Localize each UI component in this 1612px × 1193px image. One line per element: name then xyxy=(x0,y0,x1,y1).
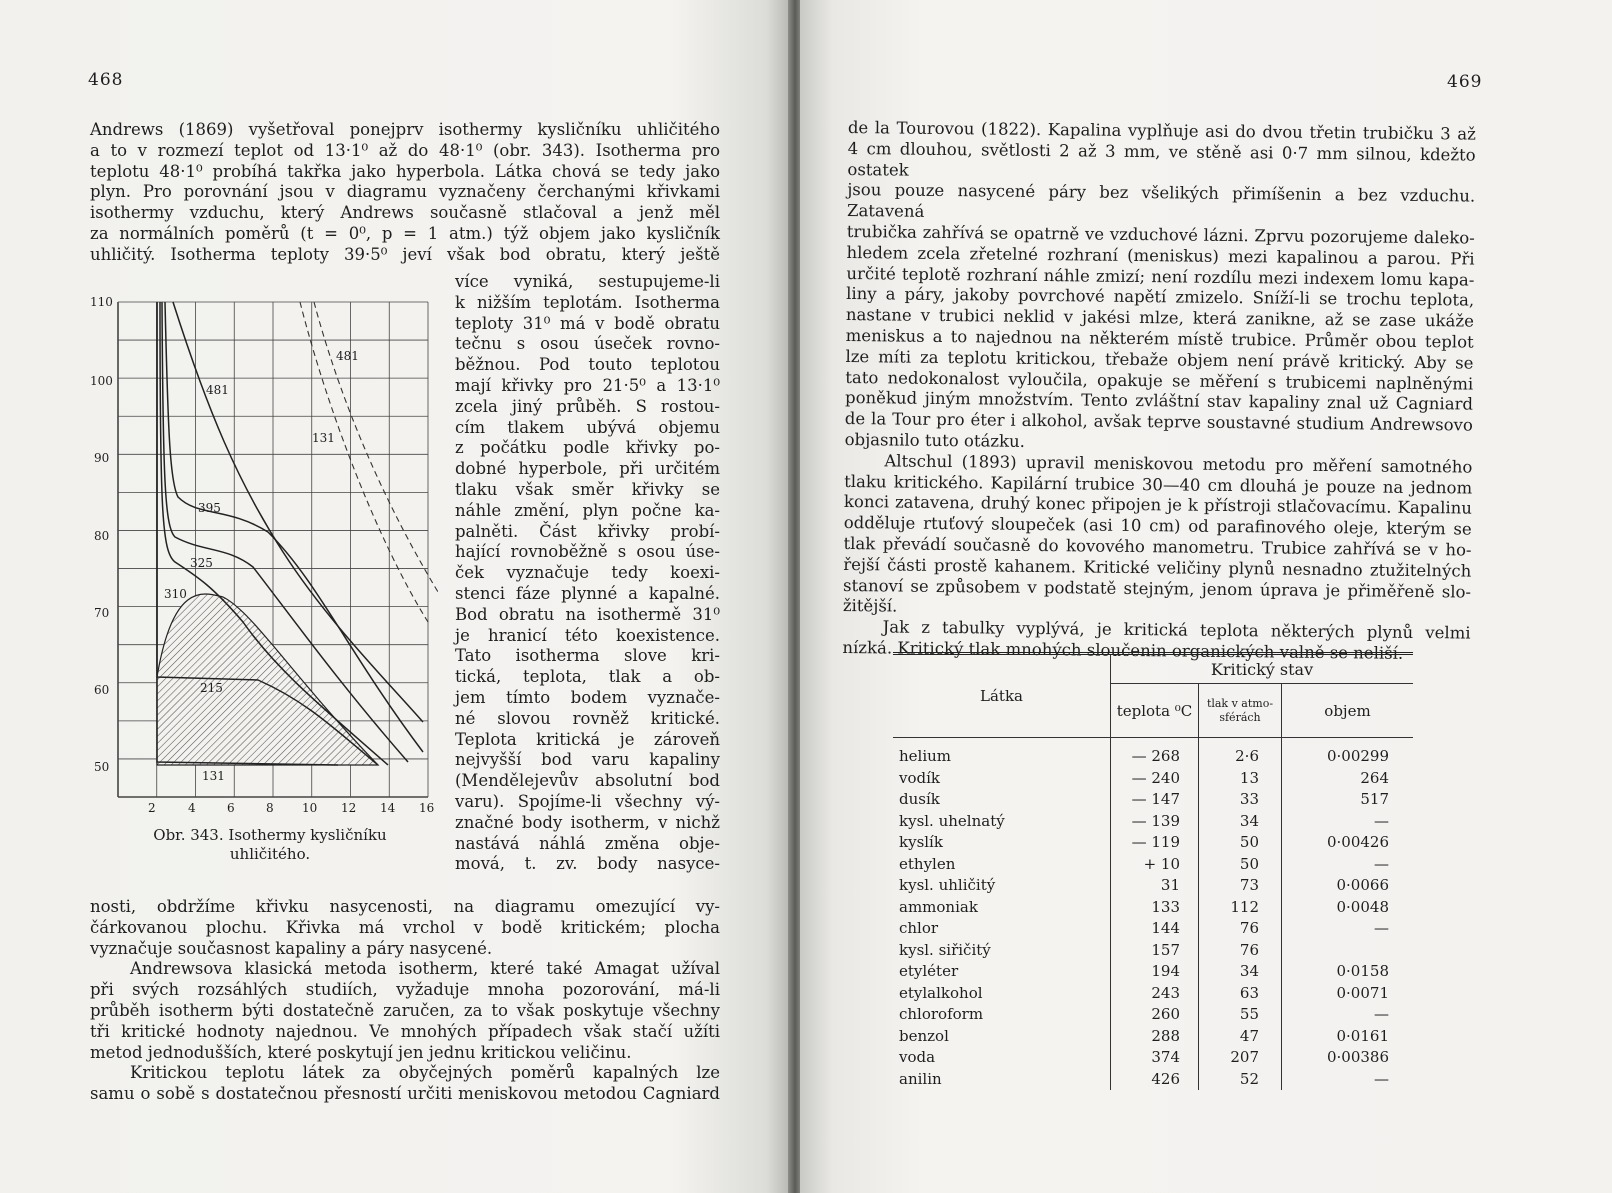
page-number-right: 469 xyxy=(1447,72,1483,92)
cell-substance: kysl. siřičitý xyxy=(899,940,991,959)
curve-label-481: 481 xyxy=(206,383,229,397)
text-line: Teplota kritická je zároveň xyxy=(455,729,720,749)
curve-label-310: 310 xyxy=(164,587,187,601)
text-line: náhle změní, plyn počne ka- xyxy=(455,500,720,520)
cell-substance: chlor xyxy=(899,919,939,937)
cell-temperature: 133 xyxy=(1111,897,1199,919)
cell-pressure: 63 xyxy=(1199,983,1282,1005)
cell-substance: dusík xyxy=(899,790,940,808)
x-tick-10: 10 xyxy=(302,801,318,815)
table-row xyxy=(893,940,1413,962)
cell-substance: anilin xyxy=(899,1069,942,1088)
cell-substance: kysl. uhelnatý xyxy=(899,811,1005,830)
cell-temperature: 260 xyxy=(1111,1004,1199,1026)
y-tick-80: 80 xyxy=(94,529,110,543)
text-line: poněkud jiným množstvím. Tento zvláštní stav kapaliny znal už Cagniard xyxy=(844,388,1474,414)
cell-substance: ethylen xyxy=(899,854,956,873)
table-row xyxy=(893,768,1413,790)
table-row xyxy=(893,961,1413,983)
cell-pressure: 112 xyxy=(1199,897,1282,919)
cell-pressure: 52 xyxy=(1199,1069,1282,1091)
text-line: metod jednodušších, které poskytují jen jednu kritickou veličinu. xyxy=(90,1042,632,1062)
cell-substance: etylalkohol xyxy=(899,983,983,1002)
text-line: řejší části prostě kahanem. Kritické veličiny plynů nesnadno ztužitelných xyxy=(843,554,1472,581)
table-row xyxy=(893,811,1413,833)
cell-temperature: 144 xyxy=(1111,918,1199,940)
table-row xyxy=(893,738,1413,768)
text-line: za normálních poměrů (t = 0⁰, p = 1 atm.) týž objem jako kysličník xyxy=(90,223,720,243)
air-isotherms xyxy=(300,302,438,622)
cell-volume: — xyxy=(1282,1004,1414,1026)
x-tick-8: 8 xyxy=(266,801,274,815)
cell-pressure: 55 xyxy=(1199,1004,1282,1026)
cell-temperature: 374 xyxy=(1111,1047,1199,1069)
cell-substance: kyslík xyxy=(899,833,943,851)
table-row xyxy=(893,1026,1413,1048)
text-line: isothermy vzduchu, který Andrews současně stlačoval a jenž měl xyxy=(90,203,720,223)
cell-substance: kysl. uhličitý xyxy=(899,876,996,894)
text-line: 4 cm dlouhou, světlosti 2 až 3 mm, ve stěně asi 0·7 mm silnou, kdežto ostatek xyxy=(847,138,1476,180)
curve-label-325: 325 xyxy=(190,556,213,570)
air-isotherm-131 xyxy=(314,302,438,592)
table-row xyxy=(893,1047,1413,1069)
cell-volume: — xyxy=(1282,854,1414,876)
table-row xyxy=(893,789,1413,811)
text-line: ček vyznačuje tedy koexi- xyxy=(455,563,720,583)
text-line: průběh isotherm býti dostatečně zaručen, za to však poskytuje všechny xyxy=(90,1000,720,1020)
text-line: tlaku kritického. Kapilární trubice 30—40 cm dlouhá je pouze na jednom xyxy=(844,471,1473,498)
text-line: samu o sobě s dostatečnou přesností určiti meniskovou metodou Cagniard xyxy=(90,1084,720,1104)
cell-volume: 0·0071 xyxy=(1282,983,1414,1005)
col-header-temperature: teplota ⁰C xyxy=(1111,684,1199,738)
text-line: k nižším teplotám. Isotherma xyxy=(455,292,720,312)
air-isotherm-481 xyxy=(300,302,428,622)
cell-temperature: 426 xyxy=(1111,1069,1199,1091)
text-line: čárkovanou plochu. Křivka má vrchol v bodě kritickém; plocha xyxy=(90,917,720,937)
cell-pressure: 2·6 xyxy=(1199,738,1282,768)
y-tick-110: 110 xyxy=(90,295,113,309)
text-line: nastane v trubici neklid v jakési mlze, která zanikne, až se zase ukáže xyxy=(845,305,1475,331)
caption-line: uhličitého. xyxy=(229,845,311,863)
text-line: Andrewsova klasická metoda isotherm, které také Amagat užíval xyxy=(130,959,720,979)
text-line: značné body isotherm, v nichž xyxy=(455,812,720,832)
text-line: mová, t. zv. body nasyce- xyxy=(455,854,720,874)
text-line: lze míti za teplotu kritickou, třebaže objem není právě kritický. Aby se xyxy=(845,346,1474,373)
table-row xyxy=(893,983,1413,1005)
table-row xyxy=(893,832,1413,854)
text-line: né slovou rovněž kritické. xyxy=(455,708,720,728)
cell-volume xyxy=(1282,940,1414,962)
cell-substance: etyléter xyxy=(899,962,959,980)
cell-volume: 0·0048 xyxy=(1282,897,1414,919)
curve-label-395: 395 xyxy=(198,501,221,515)
text-line: tečnu s osou úseček rovno- xyxy=(455,334,720,354)
left-top-paragraph xyxy=(90,120,720,266)
text-line: při svých rozsáhlých studiích, vyžaduje mnoha pozorování, má-li xyxy=(90,980,720,1000)
text-line: jem tímto bodem vyznače- xyxy=(455,687,720,707)
text-line: je hranicí této koexistence. xyxy=(455,625,720,645)
text-line: objasnilo tuto otázku. xyxy=(844,429,1026,451)
coexistence-region xyxy=(157,594,378,765)
text-line: běžnou. Pod touto teplotou xyxy=(455,355,720,375)
cell-pressure: 34 xyxy=(1199,961,1282,983)
cell-temperature: — 268 xyxy=(1111,738,1199,768)
cell-pressure: 13 xyxy=(1199,768,1282,790)
text-line: stenci fáze plynné a kapalné. xyxy=(455,583,720,603)
text-line: Bod obratu na isothermě 31⁰ xyxy=(455,604,720,624)
y-tick-100: 100 xyxy=(90,374,113,388)
caption-line: Obr. 343. Isothermy kysličníku xyxy=(153,826,387,844)
x-tick-2: 2 xyxy=(148,801,156,815)
col-header-critical-state: Kritický stav xyxy=(1111,654,1414,684)
x-tick-14: 14 xyxy=(380,801,396,815)
cell-temperature: — 139 xyxy=(1111,811,1199,833)
y-tick-60: 60 xyxy=(94,683,110,697)
table-row xyxy=(893,897,1413,919)
cell-volume: 0·00299 xyxy=(1282,738,1414,768)
cell-pressure: 50 xyxy=(1199,854,1282,876)
isotherm-figure xyxy=(78,292,438,817)
cell-temperature: 31 xyxy=(1111,875,1199,897)
cell-temperature: 157 xyxy=(1111,940,1199,962)
cell-temperature: 243 xyxy=(1111,983,1199,1005)
cell-volume: 0·00426 xyxy=(1282,832,1414,854)
text-line: varu). Spojíme-li všechny vý- xyxy=(455,791,720,811)
text-line: a to v rozmezí teplot od 13·1⁰ až do 48·1⁰ (obr. 343). Isotherma pro xyxy=(90,140,720,160)
curve-label-131: 131 xyxy=(202,769,225,783)
cell-pressure: 76 xyxy=(1199,940,1282,962)
cell-pressure: 207 xyxy=(1199,1047,1282,1069)
cell-volume: 264 xyxy=(1282,768,1414,790)
cell-substance: ammoniak xyxy=(899,897,978,916)
table-row xyxy=(893,875,1413,897)
curve-label-air-481: 481 xyxy=(336,349,359,363)
curve-label-air-131: 131 xyxy=(312,431,335,445)
cell-temperature: 194 xyxy=(1111,961,1199,983)
text-line: určité teplotě rozhraní náhle zmizí; není rozdílu mezi indexem lomu kapa- xyxy=(846,263,1475,290)
text-line: liny a páry, jakoby povrchové napětí zmizelo. Sníží-li se trochu teplota, xyxy=(846,284,1475,310)
text-line: meniskus a to najednou na některém místě trubice. Průměr obou teplot xyxy=(845,325,1474,352)
left-side-column xyxy=(455,272,720,875)
cell-volume: — xyxy=(1282,811,1414,833)
cell-substance: vodík xyxy=(899,768,940,787)
col-header-substance: Látka xyxy=(893,654,1111,738)
cell-temperature: — 147 xyxy=(1111,789,1199,811)
x-tick-6: 6 xyxy=(227,801,235,815)
text-line: konci zatavena, druhý konec připojen je k přístroji stlačovacímu. Kapalinu xyxy=(843,492,1473,518)
table-row xyxy=(893,854,1413,876)
x-tick-4: 4 xyxy=(188,801,196,815)
cell-temperature: + 10 xyxy=(1111,854,1199,876)
cell-pressure: 34 xyxy=(1199,811,1282,833)
text-line: Andrews (1869) vyšetřoval ponejprv isothermy kysličníku uhličitého xyxy=(90,120,720,139)
cell-substance: benzol xyxy=(899,1026,949,1045)
text-line: tlaku však směr křivky se xyxy=(455,479,720,499)
cell-pressure: 76 xyxy=(1199,918,1282,940)
text-line: plyn. Pro porovnání jsou v diagramu vyznačeny čerchanými křivkami xyxy=(90,182,720,202)
table-body xyxy=(893,738,1413,1091)
text-line: z počátku podle křivky po- xyxy=(455,438,720,458)
text-line: uhličitý. Isotherma teploty 39·5⁰ jeví však bod obratu, který ještě xyxy=(90,244,720,264)
text-line: teplotu 48·1⁰ probíhá takřka jako hyperbola. Látka chová se tedy jako xyxy=(90,161,720,181)
cell-volume: 517 xyxy=(1282,789,1414,811)
text-line: nosti, obdržíme křivku nasycenosti, na diagramu omezující vy- xyxy=(90,897,720,916)
left-bottom-paragraph xyxy=(90,897,720,1105)
cell-pressure: 73 xyxy=(1199,875,1282,897)
text-line: zcela jiný průběh. S rostou- xyxy=(455,396,720,416)
text-line: (Mendělejevův absolutní bod xyxy=(455,771,720,791)
text-line: tická, teplota, tlak a ob- xyxy=(455,667,720,687)
cell-volume: — xyxy=(1282,1069,1414,1091)
table-row xyxy=(893,918,1413,940)
col-header-pressure: tlak v atmo-sférách xyxy=(1199,684,1282,738)
text-line: Altschul (1893) upravil meniskovou metodu pro měření samotného xyxy=(884,451,1473,477)
text-line: palněti. Část křivky probí- xyxy=(455,521,720,541)
cell-substance: voda xyxy=(899,1048,936,1066)
critical-state-table xyxy=(893,652,1413,1090)
text-line: de la Tour pro éter i alkohol, avšak teprve soustavné studium Andrewsovo xyxy=(844,409,1473,435)
cell-temperature: — 240 xyxy=(1111,768,1199,790)
cell-substance: helium xyxy=(899,747,952,765)
cell-volume: 0·0161 xyxy=(1282,1026,1414,1048)
curve-label-215: 215 xyxy=(200,681,223,695)
text-line: nejvyšší bod varu kapaliny xyxy=(455,750,720,770)
text-line: dobné hyperbole, při určitém xyxy=(455,459,720,479)
y-tick-70: 70 xyxy=(94,606,110,620)
x-tick-16: 16 xyxy=(419,801,435,815)
y-tick-50: 50 xyxy=(94,760,110,774)
text-line: nízká. Kritický tlak mnohých sloučenin organických valně se neliší. xyxy=(842,637,1404,663)
text-line: tlak převádí současně do kovového manometru. Trubice zahřívá se v ho- xyxy=(843,533,1472,560)
text-line: Jak z tabulky vyplývá, je kritická teplota některých plynů velmi xyxy=(882,617,1471,643)
text-line: de la Tourovou (1822). Kapalina vyplňuje asi do dvou třetin trubičku 3 až xyxy=(847,118,1476,144)
text-line: vyznačuje současnost kapaliny a páry nasycené. xyxy=(90,938,493,958)
text-line: jsou pouze nasycené páry bez všelikých přimíšenin a bez vzduchu. Zatavená xyxy=(846,180,1476,221)
text-line: hledem zcela zřetelné rozhraní (meniskus) mezi kapalinou a parou. Při xyxy=(846,242,1475,269)
y-tick-90: 90 xyxy=(94,451,110,465)
right-paragraphs xyxy=(842,118,1476,665)
table-row xyxy=(893,1069,1413,1091)
text-line: více vyniká, sestupujeme-li xyxy=(455,272,720,291)
table-row xyxy=(893,1004,1413,1026)
text-line: odděluje rtuťový sloupeček (asi 10 cm) od parafinového oleje, kterým se xyxy=(843,513,1472,539)
text-line: hající rovnoběžně s osou úse- xyxy=(455,542,720,562)
text-line: trubička zahřívá se opatrně ve vzduchové lázni. Zprvu pozorujeme daleko- xyxy=(846,221,1475,248)
text-line: tři kritické hodnoty najednou. Ve mnohých případech však stačí užíti xyxy=(90,1021,720,1041)
cell-pressure: 33 xyxy=(1199,789,1282,811)
text-line: cím tlakem ubývá objemu xyxy=(455,417,720,437)
cell-volume: 0·00386 xyxy=(1282,1047,1414,1069)
text-line: žitější. xyxy=(842,596,898,616)
cell-volume: — xyxy=(1282,918,1414,940)
text-line: nastává náhlá změna obje- xyxy=(455,833,720,853)
text-line: tato nedokonalost vyloučila, opakuje se měření s trubicemi naplněnými xyxy=(845,367,1474,394)
cell-temperature: 288 xyxy=(1111,1026,1199,1048)
page-number-left: 468 xyxy=(88,70,124,90)
text-line: teploty 31⁰ má v bodě obratu xyxy=(455,313,720,333)
figure-caption xyxy=(120,826,420,864)
x-tick-12: 12 xyxy=(341,801,357,815)
left-page xyxy=(0,0,790,1193)
cell-pressure: 47 xyxy=(1199,1026,1282,1048)
text-line: mají křivky pro 21·5⁰ a 13·1⁰ xyxy=(455,375,720,395)
text-line: Tato isotherma slove kri- xyxy=(455,646,720,666)
cell-temperature: — 119 xyxy=(1111,832,1199,854)
text-line: Kritickou teplotu látek za obyčejných poměrů kapalných lze xyxy=(130,1063,720,1083)
text-line: stanoví se způsobem v podstatě stejným, jenom úprava je přiměřeně slo- xyxy=(843,575,1472,602)
cell-volume: 0·0066 xyxy=(1282,875,1414,897)
cell-substance: chloroform xyxy=(899,1005,984,1023)
cell-pressure: 50 xyxy=(1199,832,1282,854)
col-header-volume: objem xyxy=(1282,684,1414,738)
cell-volume: 0·0158 xyxy=(1282,961,1414,983)
